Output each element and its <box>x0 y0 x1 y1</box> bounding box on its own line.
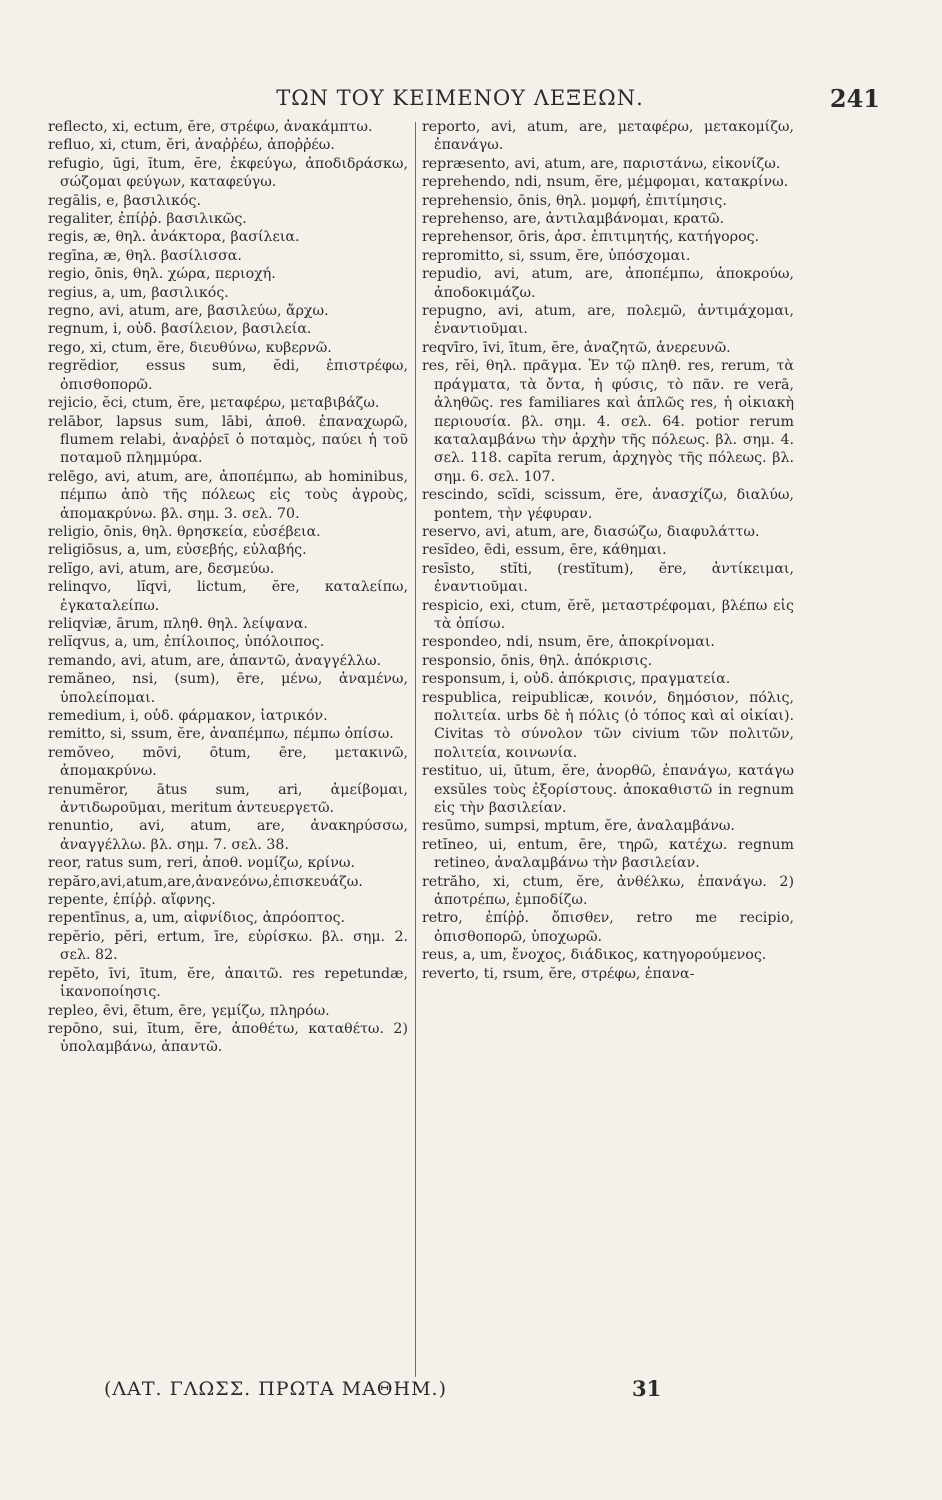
dictionary-entry: resūmo, sumpsi, mptum, ĕre, ἀναλαμβάνω. <box>422 818 735 835</box>
dictionary-entry: religio, ōnis, θηλ. θρησκεία, εὐσέβεια. <box>48 523 321 540</box>
dictionary-entry: regis, æ, θηλ. ἀνάκτορα, βασίλεια. <box>48 229 300 246</box>
dictionary-entry: repræsento, avi, atum, are, παριστάνω, εἰκονίζω. <box>422 155 781 172</box>
dictionary-entry: res, rĕi, θηλ. πρᾶγμα. Ἐν τῷ πληθ. res, rerum, τὰ πράγματα, τὰ ὄντα, ἡ φύσις, τὸ πᾶν. re verā, ἀληθῶς. res familiares καὶ ἁπλῶς res, ἡ οἰκιακὴ περιουσία. βλ. σημ. 4. σελ. 64. potior rerum καταλαμβάνω τὴν ἀρχὴν τῆς πόλεως. βλ. σημ. 4. σελ. 118. capĭta rerum, ἀρχηγὸς τῆς πόλεως. βλ. σημ. 6. σελ. 107. <box>422 358 794 485</box>
dictionary-entry: restituo, ui, ūtum, ĕre, ἀνορθῶ, ἐπανάγω, κατάγω exsŭles τοὺς ἐξορίστους. ἀποκαθιστῶ in regnum εἰς τὴν βασιλείαν. <box>422 763 794 817</box>
dictionary-entry: repĕto, īvi, ītum, ĕre, ἀπαιτῶ. res repetundæ, ἱκανοποίησις. <box>48 965 408 1001</box>
dictionary-entry: repentīnus, a, um, αἰφνίδιος, ἀπρόοπτος. <box>48 910 346 927</box>
dictionary-entry: refugio, ūgi, ĭtum, ĕre, ἐκφεύγω, ἀποδιδράσκω, σώζομαι φεύγων, καταφεύγω. <box>48 155 408 191</box>
dictionary-entry: reprehenso, are, ἀντιλαμβάνομαι, κρατῶ. <box>422 211 725 228</box>
dictionary-entry: rego, xi, ctum, ĕre, διευθύνω, κυβερνῶ. <box>48 339 332 356</box>
dictionary-entry: repromitto, si, ssum, ĕre, ὑπόσχομαι. <box>422 247 691 264</box>
dictionary-entry: relĭgo, avi, atum, are, δεσμεύω. <box>48 560 275 577</box>
dictionary-entry: repleo, ēvi, ētum, ēre, γεμίζω, πληρόω. <box>48 1002 330 1019</box>
left-column <box>48 118 408 1057</box>
dictionary-entry: rescindo, scĭdi, scissum, ĕre, ἀνασχίζω, διαλύω, pontem, τὴν γέφυραν. <box>422 487 794 522</box>
dictionary-entry: repugno, avi, atum, are, πολεμῶ, ἀντιμάχομαι, ἐναντιοῦμαι. <box>422 303 794 338</box>
dictionary-entry: resīsto, stĭti, (restĭtum), ĕre, ἀντίκειμαι, ἐναντιοῦμαι. <box>422 560 794 596</box>
signature-number: 31 <box>632 1376 662 1401</box>
dictionary-entry: relābor, lapsus sum, lābi, ἀποθ. ἐπαναχωρῶ, flumem relabi, ἀναῤῥεῖ ὁ ποταμὸς, παύει ἡ τοῦ ποταμοῦ πλημμύρα. <box>48 413 408 467</box>
dictionary-entry: remitto, si, ssum, ĕre, ἀναπέμπω, πέμπω ὀπίσω. <box>48 726 394 743</box>
dictionary-entry: reus, a, um, ἔνοχος, διάδικος, κατηγορούμενος. <box>422 947 767 964</box>
dictionary-entry: renuntio, avi, atum, are, ἀνακηρύσσω, ἀναγγέλλω. βλ. σημ. 7. σελ. 38. <box>48 818 408 853</box>
dictionary-entry: regālis, e, βασιλικός. <box>48 192 201 209</box>
printer-signature: (ΛΑΤ. ΓΛΩΣΣ. ΠΡΩΤΑ ΜΑΘΗΜ.) <box>104 1378 447 1400</box>
page-footer <box>0 1378 942 1408</box>
dictionary-entry: repōno, sui, ĭtum, ĕre, ἀποθέτω, καταθέτω. 2) ὑπολαμβάνω, ἀπαντῶ. <box>48 1020 408 1056</box>
running-title: ΤΩΝ ΤΟΥ ΚΕΙΜΕΝΟΥ ΛΕΞΕΩΝ. <box>276 86 644 110</box>
dictionary-entry: regio, ōnis, θηλ. χώρα, περιοχή. <box>48 266 276 283</box>
dictionary-entry: repente, ἐπίῤῥ. αἴφνης. <box>48 892 216 909</box>
dictionary-entry: remŏveo, mōvi, ōtum, ēre, μετακινῶ, ἀπομακρύνω. <box>48 744 408 780</box>
dictionary-entry: regīna, æ, θηλ. βασίλισσα. <box>48 247 242 264</box>
dictionary-entry: regius, a, um, βασιλικός. <box>48 284 229 301</box>
dictionary-entry: remando, avi, atum, are, ἀπαντῶ, ἀναγγέλλω. <box>48 652 382 669</box>
dictionary-entry: resĭdeo, ēdi, essum, ēre, κάθημαι. <box>422 542 667 559</box>
column-divider <box>415 122 416 1377</box>
dictionary-entry: retĭneo, ui, entum, ēre, τηρῶ, κατέχω. regnum retineo, ἀναλαμβάνω τὴν βασιλείαν. <box>422 836 794 872</box>
page-number: 241 <box>829 84 880 113</box>
dictionary-entry: reqvīro, īvi, ītum, ĕre, ἀναζητῶ, ἀνερευνῶ. <box>422 339 731 356</box>
dictionary-entry: respondeo, ndi, nsum, ēre, ἀποκρίνομαι. <box>422 634 715 651</box>
dictionary-entry: regno, avi, atum, are, βασιλεύω, ἄρχω. <box>48 303 329 320</box>
dictionary-entry: reflecto, xi, ectum, ĕre, στρέφω, ἀνακάμπτω. <box>48 119 373 135</box>
dictionary-entry: relĭqvus, a, um, ἐπίλοιπος, ὑπόλοιπος. <box>48 634 325 651</box>
dictionary-entry: respublica, reipublicæ, κοινόν, δημόσιον, πόλις, πολιτεία. urbs δὲ ἡ πόλις (ὁ τόπος καὶ αἱ οἰκίαι). Civitas τὸ σύνολον τῶν civium τῶν πολιτῶν, πολιτεία, κοινωνία. <box>422 689 794 761</box>
dictionary-entry: reprehensor, ōris, ἀρσ. ἐπιτιμητής, κατήγορος. <box>422 229 760 246</box>
dictionary-entry: reporto, avi, atum, are, μεταφέρω, μετακομίζω, ἐπανάγω. <box>422 119 794 154</box>
dictionary-entry: reprehensio, ōnis, θηλ. μομφή, ἐπιτίμησις. <box>422 192 727 209</box>
dictionary-entry: repăro,avi,atum,are,ἀνανεόνω,ἐπισκευάζω. <box>48 873 363 890</box>
dictionary-entry: religiōsus, a, um, εὐσεβής, εὐλαβής. <box>48 542 307 559</box>
right-column <box>422 118 794 983</box>
dictionary-entry: retro, ἐπίῤῥ. ὄπισθεν, retro me recipio, ὀπισθοπορῶ, ὑποχωρῶ. <box>422 910 794 945</box>
dictionary-entry: repĕrio, pĕri, ertum, īre, εὑρίσκω. βλ. σημ. 2. σελ. 82. <box>48 928 408 964</box>
page-header <box>0 86 942 116</box>
dictionary-entry: regrĕdior, essus sum, ĕdi, ἐπιστρέφω, ὀπισθοπορῶ. <box>48 358 408 393</box>
dictionary-entry: regaliter, ἐπίῤῥ. βασιλικῶς. <box>48 211 247 228</box>
dictionary-entry: respicio, exi, ctum, ĕrĕ, μεταστρέφομαι, βλέπω εἰς τὰ ὀπίσω. <box>422 597 794 632</box>
dictionary-entry: renumĕror, ātus sum, ari, ἀμείβομαι, ἀντιδωροῦμαι, meritum ἀντευεργετῶ. <box>48 781 408 817</box>
dictionary-entry: reliqviæ, ārum, πληθ. θηλ. λείψανα. <box>48 615 308 632</box>
dictionary-entry: responsum, i, οὐδ. ἀπόκρισις, πραγματεία. <box>422 671 731 688</box>
dictionary-entry: remăneo, nsi, (sum), ēre, μένω, ἀναμένω, ὑπολείπομαι. <box>48 671 408 706</box>
dictionary-entry: reor, ratus sum, reri, ἀποθ. νομίζω, κρίνω. <box>48 855 355 872</box>
dictionary-entry: relinqvo, lĭqvi, lictum, ĕre, καταλείπω, ἐγκαταλείπω. <box>48 579 408 614</box>
dictionary-entry: refluo, xi, ctum, ĕri, ἀναῤῥέω, ἀποῤῥέω. <box>48 137 335 154</box>
dictionary-entry: rejicio, ĕci, ctum, ĕre, μεταφέρω, μεταβιβάζω. <box>48 395 380 412</box>
dictionary-entry: retrăho, xi, ctum, ĕre, ἀνθέλκω, ἐπανάγω. 2) ἀποτρέπω, ἐμποδίζω. <box>422 873 794 909</box>
dictionary-entry: relēgo, avi, atum, are, ἀποπέμπω, ab hominibus, πέμπω ἀπὸ τῆς πόλεως εἰς τοὺς ἀγροὺς, ἀπομακρύνω. βλ. σημ. 3. σελ. 70. <box>48 468 408 522</box>
dictionary-entry: reprehendo, ndi, nsum, ĕre, μέμφομαι, κατακρίνω. <box>422 174 789 191</box>
dictionary-entry: responsio, ōnis, θηλ. ἀπόκρισις. <box>422 652 653 669</box>
dictionary-entry: remedium, i, οὐδ. φάρμακον, ἰατρικόν. <box>48 708 328 724</box>
dictionary-entry: regnum, i, οὐδ. βασίλειον, βασιλεία. <box>48 321 312 338</box>
dictionary-entry: repudio, avi, atum, are, ἀποπέμπω, ἀποκρούω, ἀποδοκιμάζω. <box>422 266 794 301</box>
dictionary-entry: reservo, avi, atum, are, διασώζω, διαφυλάττω. <box>422 523 760 540</box>
dictionary-entry: reverto, ti, rsum, ĕre, στρέφω, ἐπανα- <box>422 965 695 982</box>
